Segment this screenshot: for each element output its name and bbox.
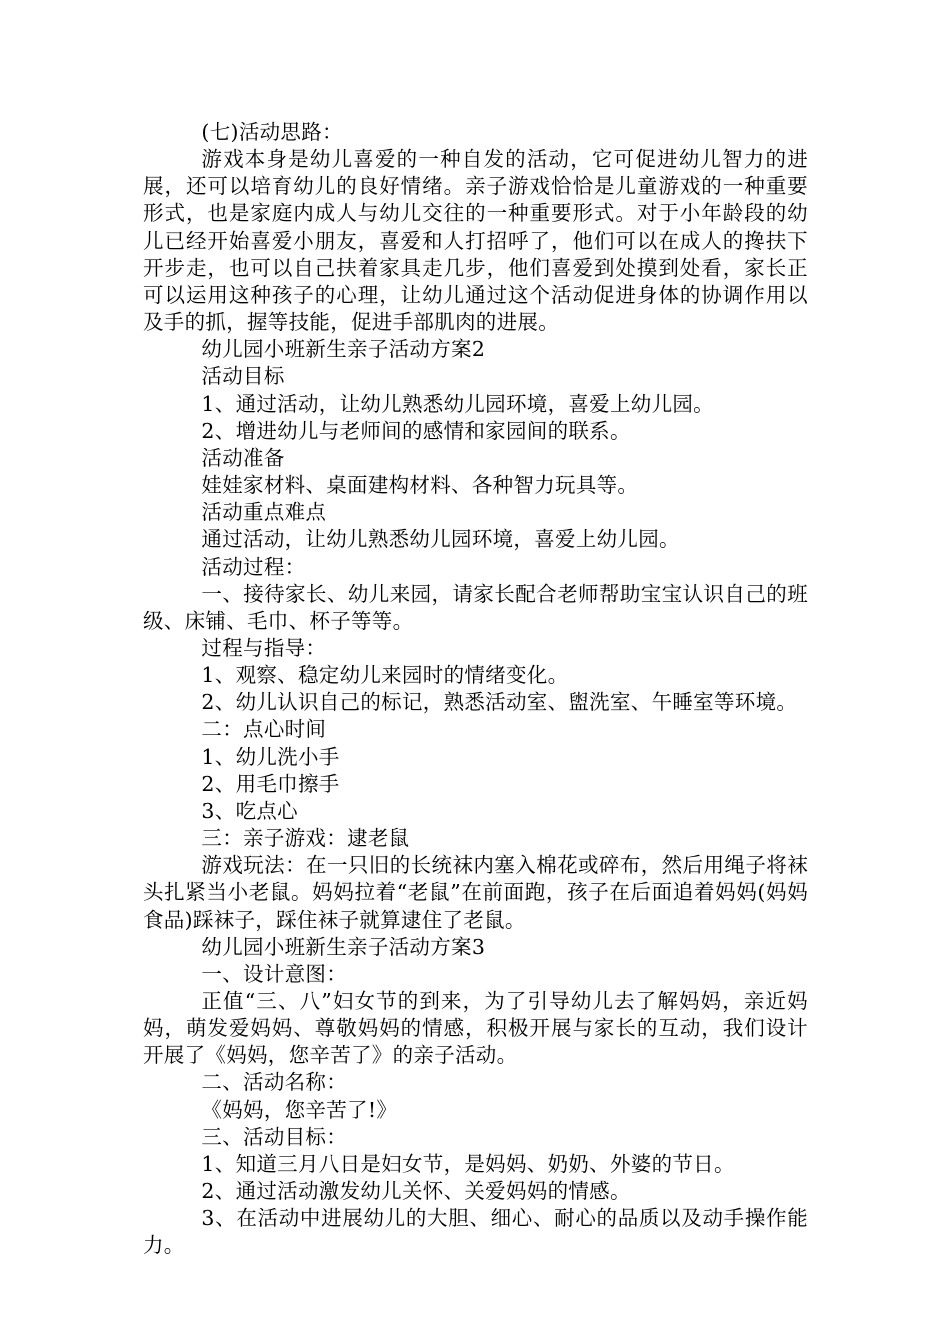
section-heading-guidance: 过程与指导： <box>201 635 327 660</box>
section-heading-process: 活动过程： <box>201 554 306 579</box>
section-heading-design-intent: 一、设计意图： <box>201 961 348 986</box>
game-rules-text: 游戏玩法：在一只旧的长统袜内塞入棉花或碎布，然后用绳子将袜头扎紧当小老鼠。妈妈拉着“老鼠”在前面跑，孩子在后面追着妈妈(妈妈食品)踩袜子，踩住袜子就算逮住了老鼠。 <box>143 853 808 932</box>
document-body <box>143 119 808 1260</box>
goal-item-2: 2、增进幼儿与老师间的感情和家园间的联系。 <box>201 418 631 443</box>
activity-goal-3: 3、在活动中进展幼儿的大胆、细心、耐心的品质以及动手操作能力。 <box>143 1206 808 1258</box>
plan-title-2: 幼儿园小班新生亲子活动方案2 <box>201 337 486 362</box>
guidance-item-2: 2、幼儿认识自己的标记，熟悉活动室、盥洗室、午睡室等环境。 <box>201 690 798 715</box>
activity-goal-2: 2、通过活动激发幼儿关怀、关爱妈妈的情感。 <box>201 1179 631 1204</box>
process-step-1: 一、接待家长、幼儿来园，请家长配合老师帮助宝宝认识自己的班级、床铺、毛巾、杯子等等。 <box>143 581 808 633</box>
section-heading-preparation: 活动准备 <box>201 445 285 470</box>
design-intent-text: 正值“三、八”妇女节的到来，为了引导幼儿去了解妈妈，亲近妈妈，萌发爱妈妈、尊敬妈妈的情感，积极开展与家长的互动，我们设计开展了《妈妈，您辛苦了》的亲子活动。 <box>143 989 808 1068</box>
paragraph-activity-idea-body: 游戏本身是幼儿喜爱的一种自发的活动，它可促进幼儿智力的进展，还可以培育幼儿的良好情绪。亲子游戏恰恰是儿童游戏的一种重要形式，也是家庭内成人与幼儿交往的一种重要形式。对于小年龄段的幼儿已经开始喜爱小朋友，喜爱和人打招呼了，他们可以在成人的搀扶下开步走，也可以自己扶着家具走几步，他们喜爱到处摸到处看，家长正可以运用这种孩子的心理，让幼儿通过这个活动促进身体的协调作用以及手的抓，握等技能，促进手部肌肉的进展。 <box>143 147 808 335</box>
section-heading-parent-child-game: 三：亲子游戏：逮老鼠 <box>201 826 410 851</box>
section-heading-key-points: 活动重点难点 <box>201 500 327 525</box>
preparation-text: 娃娃家材料、桌面建构材料、各种智力玩具等。 <box>201 473 639 498</box>
activity-goal-1: 1、知道三月八日是妇女节，是妈妈、奶奶、外婆的节日。 <box>201 1151 735 1176</box>
goal-item-1: 1、通过活动，让幼儿熟悉幼儿园环境，喜爱上幼儿园。 <box>201 391 714 416</box>
activity-name-text: 《妈妈，您辛苦了!》 <box>201 1097 398 1122</box>
plan-title-3: 幼儿园小班新生亲子活动方案3 <box>201 934 486 959</box>
section-heading-activity-goals: 三、活动目标： <box>201 1124 348 1149</box>
snack-item-2: 2、用毛巾擦手 <box>201 771 340 796</box>
snack-item-3: 3、吃点心 <box>201 798 298 823</box>
section-heading-activity-name: 二、活动名称： <box>201 1070 348 1095</box>
snack-item-1: 1、幼儿洗小手 <box>201 744 340 769</box>
section-heading-goals: 活动目标 <box>201 364 285 389</box>
guidance-item-1: 1、观察、稳定幼儿来园时的情绪变化。 <box>201 663 569 688</box>
section-heading-activity-idea: (七)活动思路： <box>201 120 343 144</box>
section-heading-snack-time: 二：点心时间 <box>201 717 327 742</box>
key-points-text: 通过活动，让幼儿熟悉幼儿园环境，喜爱上幼儿园。 <box>201 527 680 552</box>
